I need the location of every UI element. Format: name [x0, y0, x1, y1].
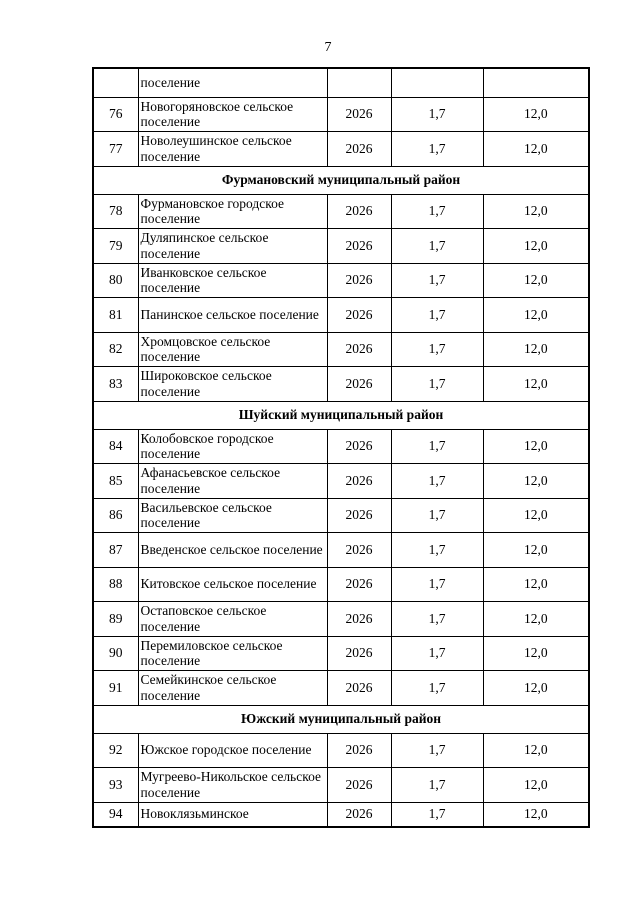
cell-number: 91: [93, 671, 138, 706]
cell-number: 83: [93, 367, 138, 402]
cell-value-2: 12,0: [483, 498, 589, 533]
cell-value-1: 1,7: [391, 464, 483, 499]
cell-settlement-name: Хромцовское сельское поселение: [138, 332, 327, 367]
cell-number: 89: [93, 602, 138, 637]
cell-value-1: 1,7: [391, 733, 483, 768]
cell-value-2: 12,0: [483, 802, 589, 827]
cell-year: 2026: [327, 132, 391, 167]
settlements-table: [92, 67, 590, 828]
cell-number: 76: [93, 97, 138, 132]
cell-value-1: 1,7: [391, 429, 483, 464]
cell-value-1: 1,7: [391, 367, 483, 402]
cell-value-1: 1,7: [391, 498, 483, 533]
cell-value-2: 12,0: [483, 768, 589, 803]
cell-value-1: 1,7: [391, 768, 483, 803]
page-number: 7: [324, 40, 332, 55]
cell-value-1: 1,7: [391, 298, 483, 333]
table-row: [93, 733, 589, 768]
table-row: [93, 263, 589, 298]
cell-number: 86: [93, 498, 138, 533]
table-row: [93, 498, 589, 533]
cell-value-2: 12,0: [483, 602, 589, 637]
cell-year: 2026: [327, 229, 391, 264]
section-title: Шуйский муниципальный район: [93, 401, 589, 429]
section-title: Фурмановский муниципальный район: [93, 166, 589, 194]
table-row-continuation: [93, 68, 589, 97]
cell-value-1: 1,7: [391, 802, 483, 827]
cell-settlement-name: Южское городское поселение: [138, 733, 327, 768]
cell-value-2: 12,0: [483, 298, 589, 333]
table-row: [93, 533, 589, 568]
cell-year: 2026: [327, 429, 391, 464]
section-header-row: [93, 705, 589, 733]
table-row: [93, 602, 589, 637]
cell-settlement-name: Васильевское сельское поселение: [138, 498, 327, 533]
cell-year: 2026: [327, 263, 391, 298]
cell-settlement-name: Широковское сельское поселение: [138, 367, 327, 402]
cell-number: 92: [93, 733, 138, 768]
table-row: [93, 429, 589, 464]
cell-number: 79: [93, 229, 138, 264]
table-row: [93, 332, 589, 367]
cell-year: 2026: [327, 298, 391, 333]
cell-settlement-name: Дуляпинское сельское поселение: [138, 229, 327, 264]
cell-year: 2026: [327, 498, 391, 533]
table-row: [93, 768, 589, 803]
cell-settlement-name: Введенское сельское поселение: [138, 533, 327, 568]
table-row: [93, 132, 589, 167]
cell-number: 87: [93, 533, 138, 568]
cell-settlement-name: поселение: [138, 68, 327, 97]
cell-value-1: 1,7: [391, 194, 483, 229]
section-title: Южский муниципальный район: [93, 705, 589, 733]
cell-value-1: 1,7: [391, 229, 483, 264]
cell-settlement-name: Панинское сельское поселение: [138, 298, 327, 333]
cell-value-2: 12,0: [483, 194, 589, 229]
cell-value-2: 12,0: [483, 332, 589, 367]
cell-year: [327, 68, 391, 97]
cell-settlement-name: Мугреево-Никольское сельское поселение: [138, 768, 327, 803]
cell-settlement-name: Новоклязьминское: [138, 802, 327, 827]
cell-year: 2026: [327, 97, 391, 132]
cell-value-2: 12,0: [483, 567, 589, 602]
cell-value-1: 1,7: [391, 602, 483, 637]
cell-number: 77: [93, 132, 138, 167]
cell-year: 2026: [327, 194, 391, 229]
cell-settlement-name: Фурмановское городское поселение: [138, 194, 327, 229]
table-row: [93, 194, 589, 229]
cell-number: 90: [93, 636, 138, 671]
cell-number: 82: [93, 332, 138, 367]
cell-settlement-name: Перемиловское сельское поселение: [138, 636, 327, 671]
cell-number: 94: [93, 802, 138, 827]
section-header-row: [93, 401, 589, 429]
cell-year: 2026: [327, 332, 391, 367]
table-row: [93, 567, 589, 602]
cell-value-1: 1,7: [391, 332, 483, 367]
cell-value-2: [483, 68, 589, 97]
cell-value-1: 1,7: [391, 533, 483, 568]
cell-year: 2026: [327, 464, 391, 499]
table-row: [93, 464, 589, 499]
cell-year: 2026: [327, 802, 391, 827]
cell-value-2: 12,0: [483, 636, 589, 671]
cell-value-2: 12,0: [483, 429, 589, 464]
cell-settlement-name: Остаповское сельское поселение: [138, 602, 327, 637]
cell-year: 2026: [327, 367, 391, 402]
cell-value-2: 12,0: [483, 671, 589, 706]
cell-settlement-name: Афанасьевское сельское поселение: [138, 464, 327, 499]
cell-value-2: 12,0: [483, 229, 589, 264]
cell-year: 2026: [327, 602, 391, 637]
cell-value-2: 12,0: [483, 97, 589, 132]
cell-number: 84: [93, 429, 138, 464]
cell-value-2: 12,0: [483, 733, 589, 768]
cell-settlement-name: Новолеушинское сельское поселение: [138, 132, 327, 167]
cell-value-2: 12,0: [483, 132, 589, 167]
table-row: [93, 229, 589, 264]
table-row: [93, 367, 589, 402]
cell-year: 2026: [327, 768, 391, 803]
table-row: [93, 802, 589, 827]
table-row: [93, 97, 589, 132]
cell-value-2: 12,0: [483, 533, 589, 568]
cell-settlement-name: Колобовское городское поселение: [138, 429, 327, 464]
cell-number: 88: [93, 567, 138, 602]
cell-value-1: 1,7: [391, 636, 483, 671]
cell-value-2: 12,0: [483, 367, 589, 402]
cell-year: 2026: [327, 733, 391, 768]
cell-number: 81: [93, 298, 138, 333]
cell-settlement-name: Иванковское сельское поселение: [138, 263, 327, 298]
cell-number: 85: [93, 464, 138, 499]
cell-value-2: 12,0: [483, 464, 589, 499]
section-header-row: [93, 166, 589, 194]
cell-year: 2026: [327, 636, 391, 671]
cell-year: 2026: [327, 533, 391, 568]
cell-settlement-name: Семейкинское сельское поселение: [138, 671, 327, 706]
cell-value-1: 1,7: [391, 97, 483, 132]
cell-number: 80: [93, 263, 138, 298]
cell-year: 2026: [327, 671, 391, 706]
cell-value-2: 12,0: [483, 263, 589, 298]
cell-number: 78: [93, 194, 138, 229]
cell-settlement-name: Новогоряновское сельское поселение: [138, 97, 327, 132]
cell-year: 2026: [327, 567, 391, 602]
table-row: [93, 636, 589, 671]
cell-value-1: 1,7: [391, 132, 483, 167]
table-row: [93, 671, 589, 706]
cell-number: [93, 68, 138, 97]
cell-value-1: 1,7: [391, 263, 483, 298]
cell-value-1: 1,7: [391, 671, 483, 706]
table-row: [93, 298, 589, 333]
cell-number: 93: [93, 768, 138, 803]
cell-value-1: 1,7: [391, 567, 483, 602]
cell-settlement-name: Китовское сельское поселение: [138, 567, 327, 602]
cell-value-1: [391, 68, 483, 97]
